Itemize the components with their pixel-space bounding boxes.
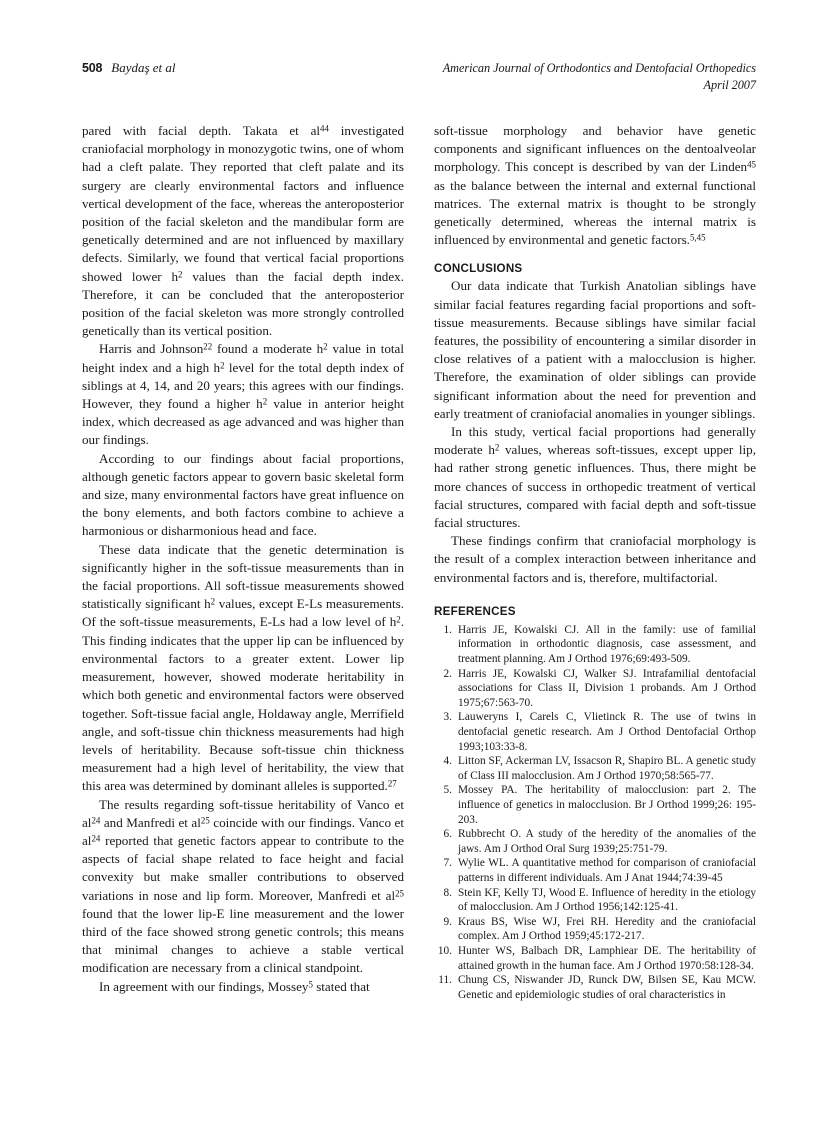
references-heading: REFERENCES bbox=[434, 604, 516, 618]
reference-number: 5. bbox=[443, 784, 452, 797]
reference-item bbox=[434, 944, 756, 973]
conclusions-heading: CONCLUSIONS bbox=[434, 262, 523, 276]
reference-number: 8. bbox=[443, 886, 452, 899]
reference-text: Chung CS, Niswander JD, Runck DW, Bilsen SE, Kau MCW. Genetic and epidemiologic studies of oral characteristics in bbox=[458, 974, 756, 1001]
reference-superscript: 2 bbox=[220, 359, 225, 370]
reference-item bbox=[434, 667, 756, 711]
reference-superscript: 25 bbox=[200, 814, 210, 825]
reference-number: 7. bbox=[443, 857, 452, 870]
body-columns bbox=[82, 122, 756, 1052]
reference-item bbox=[434, 915, 756, 944]
reference-text: Rubbrecht O. A study of the heredity of the anomalies of the jaws. Am J Orthod Oral Surg 1939;25:751-79. bbox=[458, 828, 756, 855]
reference-text: Hunter WS, Balbach DR, Lamphiear DE. The heritability of attained growth in the human face. Am J Orthod 1970:58:128-34. bbox=[458, 944, 756, 972]
reference-item bbox=[434, 827, 756, 856]
paragraph: Harris and Johnson$^{22}$ found a moderate $h^2$ value in total height index and a high $h^2$ level for the total depth index of siblings at 4, 14, and 20 years; this agrees with our findings. However, they found a higher $h^2$ value in anterior height index, which decreased as age advanced and was higher than our findings. bbox=[82, 341, 404, 448]
reference-superscript: 25 bbox=[395, 887, 404, 898]
page-number: 508 bbox=[82, 61, 103, 75]
journal-title: American Journal of Orthodontics and Dentofacial Orthopedics bbox=[442, 61, 756, 75]
reference-number: 1. bbox=[443, 623, 452, 636]
reference-text: Kraus BS, Wise WJ, Frei RH. Heredity and the craniofacial complex. Am J Orthod 1959;45:172-217. bbox=[458, 915, 756, 943]
column-left bbox=[82, 122, 404, 1052]
reference-number: 9. bbox=[443, 915, 452, 928]
paragraph: soft-tissue morphology and behavior have genetic components and significant influences on the dentoalveolar morphology. This concept is described by van der Linden$^{45}$ as the balance between the internal and external functional matrices. The external matrix is thought to be strongly genetically determined, whereas the internal matrix is influenced by environmental and genetic factors.$^{5,45}$ bbox=[434, 123, 756, 248]
reference-superscript: 2 bbox=[494, 442, 500, 453]
paragraph: These findings confirm that craniofacial morphology is the result of a complex interaction between inheritance and environmental factors and is, therefore, multifactorial. bbox=[434, 533, 756, 585]
reference-superscript: 45 bbox=[747, 159, 756, 170]
reference-superscript: 24 bbox=[91, 814, 101, 825]
reference-superscript: 5 bbox=[308, 978, 313, 989]
reference-superscript: 24 bbox=[91, 833, 101, 844]
reference-superscript: 44 bbox=[320, 123, 329, 134]
reference-item bbox=[434, 623, 756, 667]
reference-superscript: 2 bbox=[262, 396, 268, 407]
paragraph: These data indicate that the genetic determination is significantly higher in the soft-tissue measurements than in the facial proportions. All soft-tissue measurements showed statistically significant $h^2$ values, except E-Ls measurements. Of the soft-tissue measurements, E-Ls had a low level of $h^2$. This finding indicates that the upper lip can be influenced by environmental factors to a greater extent. Lower lip measurement, however, showed moderate heritability in which both genetic and environmental factors were observed together. Soft-tissue facial angle, Holdaway angle, Merrifield angle, and soft-tissue chin thickness measurements had high levels of heritability. Because soft-tissue chin thickness measurement had a high level of heritability, the view that this area was determined by dominant alleles is supported.$^{27}$ bbox=[82, 541, 404, 794]
running-head-left bbox=[82, 60, 176, 76]
reference-superscript: 2 bbox=[178, 268, 183, 279]
reference-superscript: 2 bbox=[210, 596, 216, 607]
reference-superscript: 22 bbox=[203, 341, 213, 352]
reference-number: 4. bbox=[443, 755, 452, 768]
reference-superscript: 2 bbox=[396, 614, 401, 625]
reference-number: 6. bbox=[443, 828, 452, 841]
paragraph: In this study, vertical facial proportions had generally moderate $h^2$ values, whereas soft-tissues, except upper lip, had rather strong genetic influences. Thus, there might be more chances of success in orthopedic treatment of vertical facial structures, compared with facial depth and soft-tissue facial structures. bbox=[434, 424, 756, 531]
reference-list bbox=[434, 623, 756, 1002]
reference-item bbox=[434, 973, 756, 1002]
reference-item bbox=[434, 710, 756, 754]
running-head bbox=[82, 60, 756, 100]
issue-date: April 2007 bbox=[703, 77, 756, 92]
reference-text: Harris JE, Kowalski CJ. All in the family: use of familial information in orthodontic diagnosis, case assessment, and treatment planning. Am J Orthod 1976;69:493-509. bbox=[458, 623, 756, 666]
reference-item bbox=[434, 886, 756, 915]
paragraph: The results regarding soft-tissue heritability of Vanco et $al^{24}$ and Manfredi et $al^{25}$ coincide with our findings. Vanco et $al^{24}$ reported that genetic factors appear to contribute to the aspects of facial shape related to face height and facial convexity but make smaller contributions to observed variations in nose and lip form. Moreover, Manfredi et $al^{25}$ found that the lower lip-E line measurement and the lower third of the face showed strong genetic controls; this means that minimal changes to achieve a stable vertical modification are necessary from a clinical standpoint. bbox=[82, 796, 404, 976]
reference-superscript: 5,45 bbox=[689, 232, 706, 243]
running-head-authors: Baydaş et al bbox=[111, 60, 176, 75]
reference-item bbox=[434, 754, 756, 783]
column-right bbox=[434, 122, 756, 1052]
reference-text: Harris JE, Kowalski CJ, Walker SJ. Intrafamilial dentofacial associations for Class II, Division 1 probands. Am J Orthod 1975;67:563-70. bbox=[458, 667, 756, 709]
reference-text: Litton SF, Ackerman LV, Issacson R, Shapiro BL. A genetic study of Class III malocclusion. Am J Orthod 1970;58:565-77. bbox=[458, 755, 756, 782]
reference-number: 2. bbox=[443, 667, 452, 680]
reference-superscript: 27 bbox=[387, 778, 397, 789]
reference-number: 3. bbox=[443, 711, 452, 724]
reference-superscript: 2 bbox=[323, 341, 328, 352]
paragraph: pared with facial depth. Takata et $al^{44}$ investigated craniofacial morphology in monozygotic twins, one of whom had a cleft palate. They reported that cleft palate and its surgery are clearly environmental factors and influence vertical development of the face, whereas the anteroposterior position of the facial skeleton and the mandibular form are genetically determined and are not influenced by maxillary defects. Similarly, we found that vertical facial proportions showed lower $h^2$ values than the facial depth index. Therefore, it can be concluded that the anteroposterior position of the facial skeleton was more strongly controlled genetically than its vertical position. bbox=[82, 123, 404, 339]
reference-text: Mossey PA. The heritability of malocclusion: part 2. The influence of genetics in malocclusion. Br J Orthod 1999;26: 195-203. bbox=[458, 784, 756, 826]
reference-text: Stein KF, Kelly TJ, Wood E. Influence of heredity in the etiology of malocclusion. Am J Orthod 1956;142:125-41. bbox=[458, 886, 756, 914]
reference-item bbox=[434, 783, 756, 827]
paragraph: Our data indicate that Turkish Anatolian siblings have similar facial features regarding facial proportions and soft-tissue measurements. Because siblings have similar facial features, the possibility of encountering a similar disorder in close relatives of a patient with a malocclusion is higher. Therefore, the examination of older siblings can provide significant information about the need for prevention and early treatment of craniofacial anomalies in younger siblings. bbox=[434, 278, 756, 421]
reference-number: 10. bbox=[437, 944, 452, 957]
running-head-right bbox=[443, 60, 756, 93]
reference-text: Lauweryns I, Carels C, Vlietinck R. The use of twins in dentofacial genetic research. Am J Orthod Dentofacial Orthop 1993;103:33-8. bbox=[458, 711, 756, 753]
reference-item bbox=[434, 856, 756, 885]
paragraph: According to our findings about facial proportions, although genetic factors appear to govern basic skeletal form and size, many environmental factors have great influence on the bony elements, and both factors combine to achieve a harmonious or disharmonious head and face. bbox=[82, 450, 404, 539]
reference-number: 11. bbox=[438, 974, 452, 987]
reference-text: Wylie WL. A quantitative method for comparison of craniofacial patterns in different individuals. Am J Anat 1944;74:39-45 bbox=[458, 857, 756, 884]
paragraph: In agreement with our findings, Mossey$^5$ stated that bbox=[99, 978, 370, 994]
